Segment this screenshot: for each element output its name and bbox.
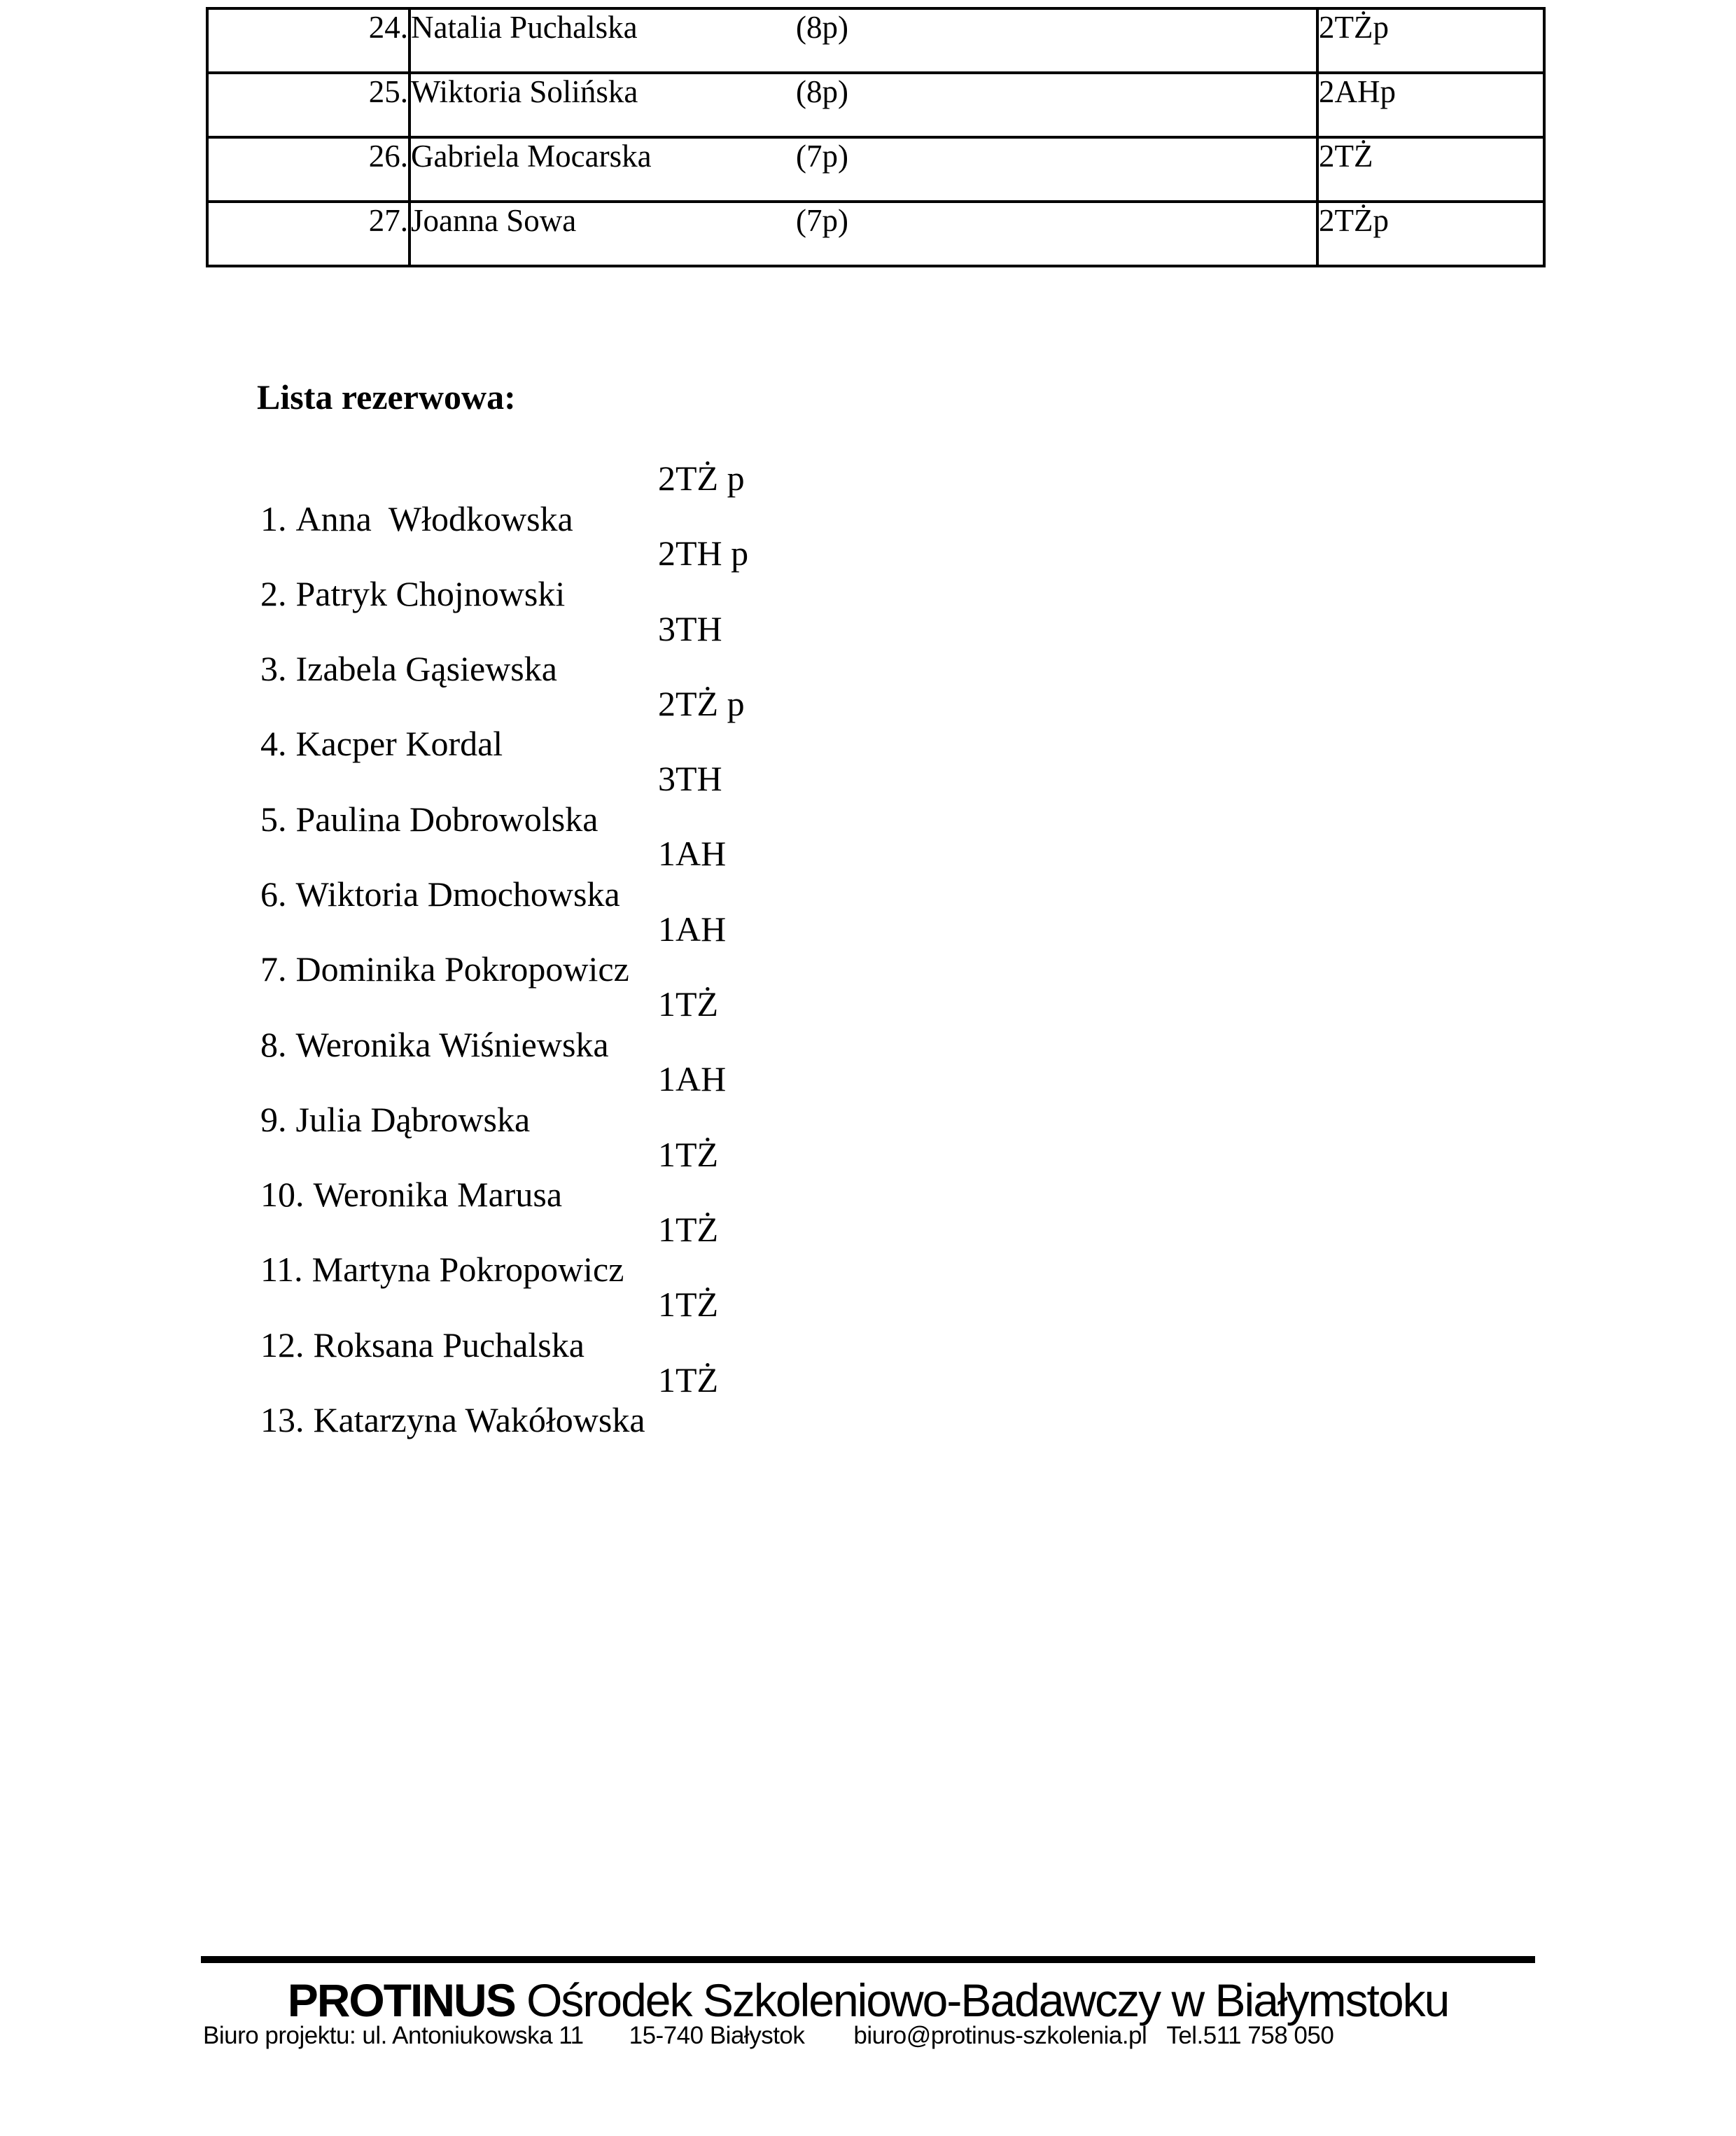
item-number: 3.	[260, 649, 287, 689]
item-class: 1AH	[658, 1059, 727, 1099]
list-item	[208, 1285, 719, 1364]
table-row	[207, 137, 1544, 202]
item-number: 13.	[260, 1400, 304, 1440]
item-number: 1.	[260, 498, 287, 538]
item-number: 5.	[260, 799, 287, 839]
list-item	[208, 608, 722, 689]
item-name: Dominika Pokropowicz	[295, 949, 629, 989]
list-item	[208, 459, 745, 538]
participant-class: 2TŻp	[1317, 8, 1544, 73]
reserve-list-heading: Lista rezerwowa:	[257, 377, 516, 417]
list-item	[208, 1134, 719, 1215]
participant-class: 2AHp	[1317, 73, 1544, 137]
item-number: 8.	[260, 1024, 287, 1064]
item-name: Roksana Puchalska	[313, 1325, 584, 1364]
item-class: 1AH	[658, 909, 727, 949]
row-name-cell	[410, 137, 1317, 202]
footer-email: biuro@protinus-szkolenia.pl	[853, 2022, 1147, 2049]
item-name: Kacper Kordal	[295, 724, 503, 764]
item-name: Paulina Dobrowolska	[295, 799, 598, 839]
participants-table	[206, 7, 1546, 267]
participant-class: 2TŻ	[1317, 137, 1544, 202]
reserve-list	[208, 459, 749, 1440]
item-class: 1TŻ	[658, 1134, 719, 1174]
participant-points: (7p)	[796, 139, 848, 174]
list-item	[208, 1360, 719, 1440]
list-item	[208, 984, 719, 1064]
item-number: 9.	[260, 1099, 287, 1139]
item-name: Martyna Pokropowicz	[312, 1250, 624, 1290]
item-class: 2TH p	[658, 533, 749, 573]
item-class: 3TH	[658, 608, 722, 648]
table-row	[207, 73, 1544, 137]
item-number: 7.	[260, 949, 287, 989]
row-number: 24.	[207, 8, 410, 73]
item-name: Wiktoria Dmochowska	[295, 874, 620, 914]
participant-points: (8p)	[796, 74, 848, 109]
participant-name: Natalia Puchalska	[411, 10, 638, 45]
footer-contact-line	[203, 2023, 1334, 2048]
list-item	[208, 533, 749, 613]
item-class: 2TŻ p	[658, 683, 745, 723]
item-class: 1TŻ	[658, 1285, 719, 1325]
table-row	[207, 202, 1544, 266]
item-number: 10.	[260, 1175, 304, 1215]
item-number: 6.	[260, 874, 287, 914]
table-row	[207, 8, 1544, 73]
item-name: Patryk Chojnowski	[295, 573, 566, 613]
footer-city: 15-740 Białystok	[629, 2022, 805, 2049]
footer-phone: Tel.511 758 050	[1166, 2022, 1334, 2049]
item-name: Izabela Gąsiewska	[295, 649, 557, 689]
item-name: Weronika Wiśniewska	[295, 1024, 609, 1064]
item-name: Katarzyna Wakółowska	[313, 1400, 645, 1440]
list-item	[208, 1059, 727, 1139]
item-number: 12.	[260, 1325, 304, 1364]
item-name: Weronika Marusa	[313, 1175, 563, 1215]
item-class: 1TŻ	[658, 1209, 719, 1249]
item-number: 11.	[260, 1250, 303, 1290]
participant-class: 2TŻp	[1317, 202, 1544, 266]
item-class: 2TŻ p	[658, 459, 745, 498]
footer-org-name: Ośrodek Szkoleniowo-Badawczy w Białymstoku	[526, 1974, 1449, 2026]
item-class: 1AH	[658, 834, 727, 874]
footer-rule	[201, 1956, 1535, 1963]
participant-name: Gabriela Mocarska	[411, 139, 652, 174]
footer-office-address: Biuro projektu: ul. Antoniukowska 11	[203, 2022, 584, 2049]
participant-points: (7p)	[796, 203, 848, 238]
list-item	[208, 834, 727, 914]
item-name: Julia Dąbrowska	[295, 1099, 531, 1139]
participant-points: (8p)	[796, 10, 848, 45]
participant-name: Wiktoria Solińska	[411, 74, 638, 109]
list-item	[208, 909, 727, 989]
list-item	[208, 1209, 719, 1290]
row-number: 26.	[207, 137, 410, 202]
footer-brand: PROTINUS	[287, 1974, 515, 2026]
row-name-cell	[410, 202, 1317, 266]
footer-title	[201, 1974, 1535, 2026]
list-item	[208, 683, 745, 764]
row-number: 25.	[207, 73, 410, 137]
row-name-cell	[410, 8, 1317, 73]
row-number: 27.	[207, 202, 410, 266]
participant-name: Joanna Sowa	[411, 203, 577, 238]
item-class: 1TŻ	[658, 984, 719, 1024]
row-name-cell	[410, 73, 1317, 137]
list-item	[208, 759, 722, 839]
item-name: Anna Włodkowska	[295, 498, 573, 538]
item-number: 2.	[260, 573, 287, 613]
item-class: 1TŻ	[658, 1360, 719, 1399]
item-class: 3TH	[658, 759, 722, 799]
item-number: 4.	[260, 724, 287, 764]
